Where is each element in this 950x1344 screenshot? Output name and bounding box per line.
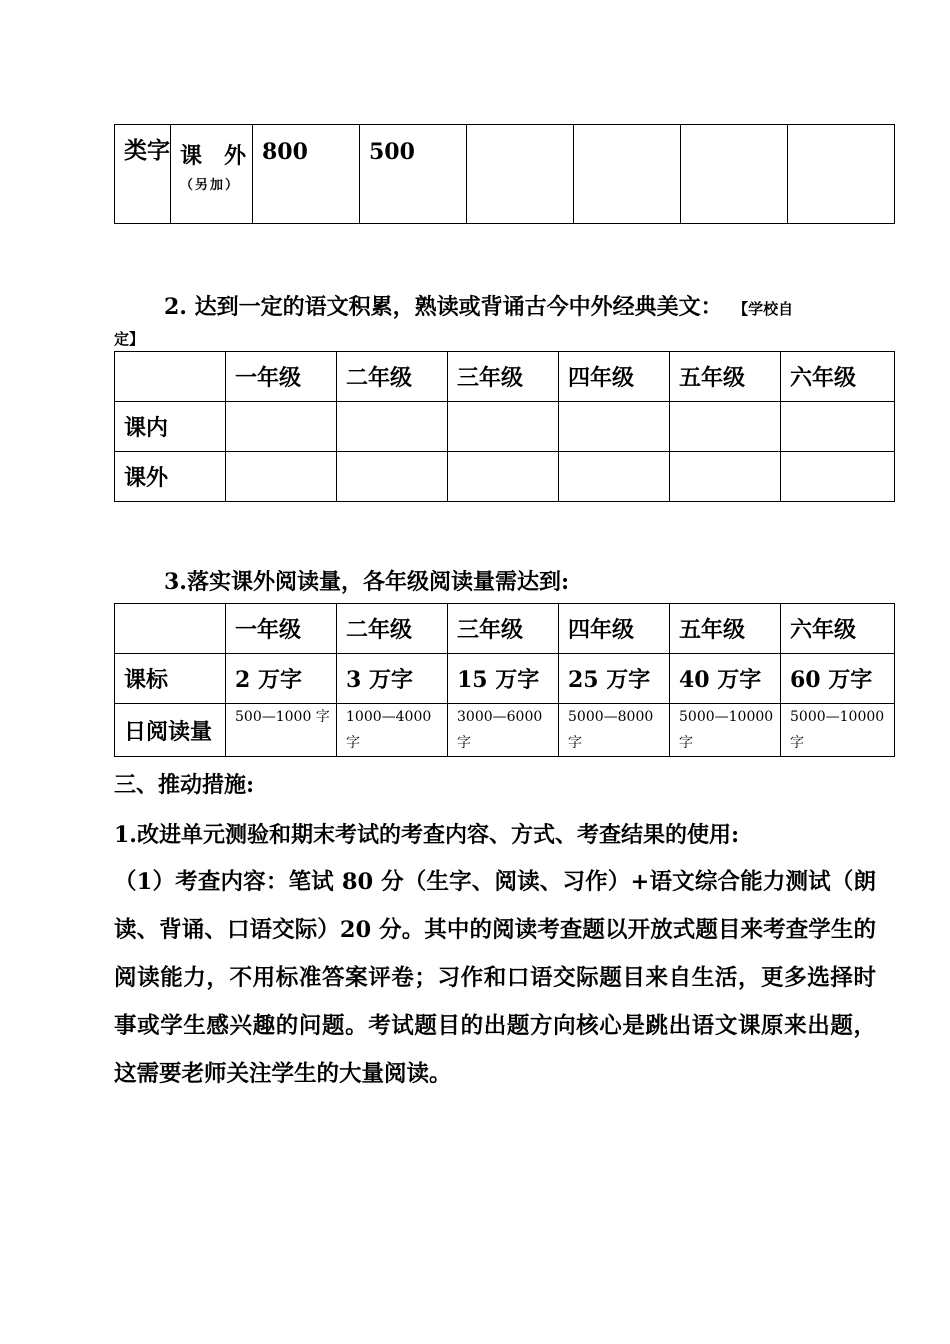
empty-cell	[788, 125, 895, 224]
empty-cell	[781, 402, 895, 452]
table-cell: 40 万字	[670, 654, 781, 704]
table-row	[115, 704, 895, 757]
grade2-count-cell: 500	[360, 125, 467, 224]
measure-1-title: 1.改进单元测验和期末考试的考查内容、方式、考查结果的使用:	[114, 822, 740, 848]
character-count-table-tail	[114, 124, 895, 224]
item-3-heading: 3.落实课外阅读量，各年级阅读量需达到:	[164, 569, 570, 595]
grade-header: 一年级	[226, 604, 337, 654]
grade-header: 六年级	[781, 352, 895, 402]
empty-cell	[574, 125, 681, 224]
table-header-row	[115, 604, 895, 654]
table-cell: 3000—6000 字	[448, 704, 559, 757]
corner-cell	[115, 352, 226, 402]
extracurricular-cell	[171, 125, 253, 224]
row-label: 课外	[115, 452, 226, 502]
grade-header: 六年级	[781, 604, 895, 654]
table-cell: 60 万字	[781, 654, 895, 704]
table-cell: 15 万字	[448, 654, 559, 704]
grade-header: 三年级	[448, 604, 559, 654]
section-3-title: 三、推动措施:	[114, 772, 255, 798]
table-cell: 5000—10000 字	[670, 704, 781, 757]
recitation-table	[114, 351, 895, 502]
table-row	[115, 452, 895, 502]
table-row	[115, 125, 895, 224]
extracurricular-label: 课 外	[180, 143, 247, 169]
grade-header: 二年级	[337, 352, 448, 402]
item-2-note-b: 定】	[114, 330, 145, 348]
empty-cell	[226, 452, 337, 502]
grade-header: 五年级	[670, 604, 781, 654]
empty-cell	[670, 402, 781, 452]
item-2-heading	[164, 290, 793, 321]
empty-cell	[467, 125, 574, 224]
empty-cell	[559, 452, 670, 502]
item-2-note-a: 【学校自	[740, 300, 794, 318]
row-label: 课内	[115, 402, 226, 452]
measure-1-paragraph: （1）考查内容：笔试 80 分（生字、阅读、习作）+语文综合能力测试（朗读、背诵、口语交际）20 分。其中的阅读考查题以开放式题目来考查学生的阅读能力，不用标准答案评卷；习作和口语交际题目来自生活，更多选择时事或学生感兴趣的问题。考试题目的出题方向核心是跳出语文课原来出题，这需要老师关注学生的大量阅读。	[114, 869, 876, 1087]
empty-cell	[670, 452, 781, 502]
table-cell: 2 万字	[226, 654, 337, 704]
reading-volume-table	[114, 603, 895, 757]
item-2-text: 2. 达到一定的语文积累，熟读或背诵古今中外经典美文：	[164, 294, 723, 320]
empty-cell	[337, 402, 448, 452]
table-cell: 1000—4000 字	[337, 704, 448, 757]
grade1-count-cell: 800	[253, 125, 360, 224]
grade-header: 四年级	[559, 604, 670, 654]
table-header-row	[115, 352, 895, 402]
empty-cell	[448, 402, 559, 452]
empty-cell	[781, 452, 895, 502]
grade-header: 五年级	[670, 352, 781, 402]
table-cell: 5000—10000 字	[781, 704, 895, 757]
grade-header: 二年级	[337, 604, 448, 654]
empty-cell	[448, 452, 559, 502]
table-cell: 5000—8000 字	[559, 704, 670, 757]
row-label: 课标	[115, 654, 226, 704]
row-label: 日阅读量	[115, 704, 226, 757]
table-cell: 500—1000 字	[226, 704, 337, 757]
table-row	[115, 654, 895, 704]
empty-cell	[681, 125, 788, 224]
grade-header: 三年级	[448, 352, 559, 402]
empty-cell	[226, 402, 337, 452]
extracurricular-sublabel: （另加）	[180, 178, 241, 193]
grade-header: 一年级	[226, 352, 337, 402]
table-row	[115, 402, 895, 452]
table-cell: 3 万字	[337, 654, 448, 704]
category-cell: 类字	[115, 125, 171, 224]
empty-cell	[337, 452, 448, 502]
grade-header: 四年级	[559, 352, 670, 402]
empty-cell	[559, 402, 670, 452]
table-cell: 25 万字	[559, 654, 670, 704]
corner-cell	[115, 604, 226, 654]
